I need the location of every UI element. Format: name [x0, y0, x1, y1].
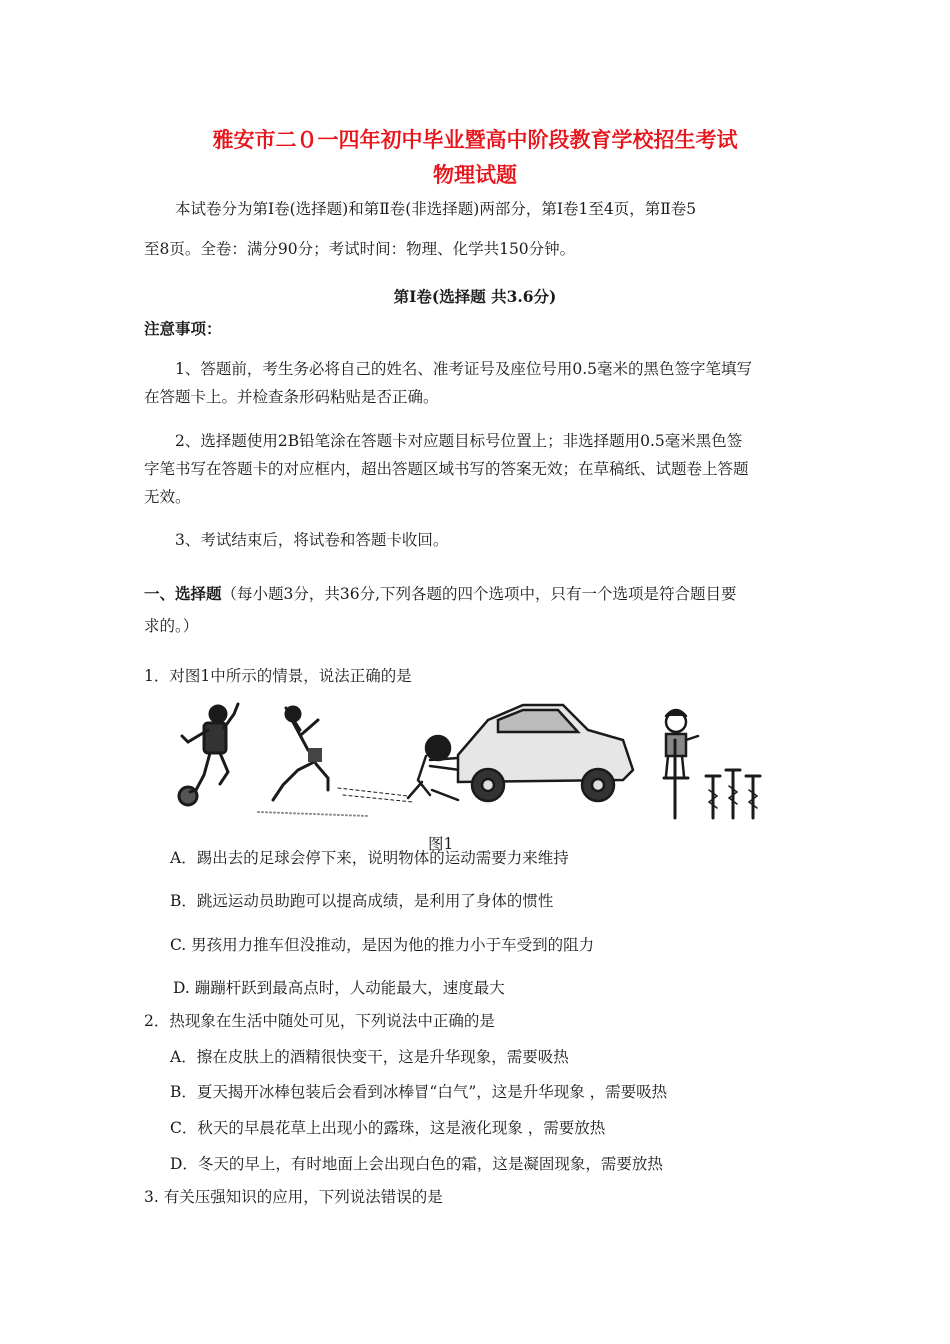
notice-item-1-line-2: 在答题卡上。并检查条形码粘贴是否正确。 — [144, 388, 439, 406]
notice-item-2-line-1: 2、选择题使用2B铅笔涂在答题卡对应题目标号位置上；非选择题用0.5毫米黑色签 — [175, 432, 743, 450]
notice-item-2-line-2: 字笔书写在答题卡的对应框内，超出答题区域书写的答案无效；在草稿纸、试题卷上答题 — [144, 460, 749, 478]
part-1-header — [144, 582, 737, 604]
question-2-option-a: A．擦在皮肤上的酒精很快变干，这是升华现象，需要吸热 — [170, 1048, 569, 1066]
question-1-option-d: D. 蹦蹦杆跃到最高点时，人动能最大，速度最大 — [173, 979, 505, 997]
question-2-option-b: B．夏天揭开冰棒包装后会看到冰棒冒“白气”，这是升华现象 ，需要吸热 — [170, 1083, 668, 1101]
pogo-stick-boy-icon — [664, 710, 760, 818]
intro-line-2: 至8页。全卷：满分90分；考试时间：物理、化学共150分钟。 — [144, 240, 576, 258]
notice-item-3: 3、考试结束后，将试卷和答题卡收回。 — [175, 531, 449, 549]
figure-1-illustration — [168, 700, 763, 830]
part-1-label: 一、选择题 — [144, 584, 222, 603]
intro-line-1: 本试卷分为第Ⅰ卷(选择题)和第Ⅱ卷(非选择题)两部分，第Ⅰ卷1至4页，第Ⅱ卷5 — [175, 200, 697, 218]
question-1-option-b: B．跳远运动员助跑可以提高成绩，是利用了身体的惯性 — [170, 892, 554, 910]
question-3-stem: 3. 有关压强知识的应用，下列说法错误的是 — [144, 1188, 443, 1206]
soccer-player-icon — [179, 704, 238, 805]
exam-title: 雅安市二０一四年初中毕业暨高中阶段教育学校招生考试 — [212, 128, 738, 152]
question-1-option-c: C. 男孩用力推车但没推动，是因为他的推力小于车受到的阻力 — [170, 936, 595, 954]
question-2-option-c: C．秋天的早晨花草上出现小的露珠，这是液化现象 ，需要放热 — [170, 1119, 606, 1137]
section-heading: 第Ⅰ卷(选择题 共3.6分) — [393, 287, 557, 306]
question-2-option-d: D．冬天的早上，有时地面上会出现白色的霜，这是凝固现象，需要放热 — [170, 1155, 663, 1173]
exam-subtitle: 物理试题 — [433, 163, 517, 187]
question-1-option-a: A．踢出去的足球会停下来，说明物体的运动需要力来维持 — [170, 849, 569, 867]
part-1-description-cont: 求的。） — [144, 617, 199, 635]
figure-1 — [168, 700, 763, 830]
question-2-stem: 2．热现象在生活中随处可见，下列说法中正确的是 — [144, 1012, 495, 1030]
part-1-description: （每小题3分，共36分,下列各题的四个选项中，只有一个选项是符合题目要 — [221, 585, 737, 603]
notice-item-2-line-3: 无效。 — [144, 488, 191, 506]
question-1-stem: 1．对图1中所示的情景，说法正确的是 — [144, 667, 412, 685]
long-jumper-icon — [258, 707, 413, 816]
figure-1-caption: 图1 — [428, 835, 454, 853]
notice-heading: 注意事项： — [144, 319, 222, 338]
boy-pushing-car-icon — [408, 705, 633, 801]
notice-item-1-line-1: 1、答题前，考生务必将自己的姓名、准考证号及座位号用0.5毫米的黑色签字笔填写 — [175, 360, 753, 378]
